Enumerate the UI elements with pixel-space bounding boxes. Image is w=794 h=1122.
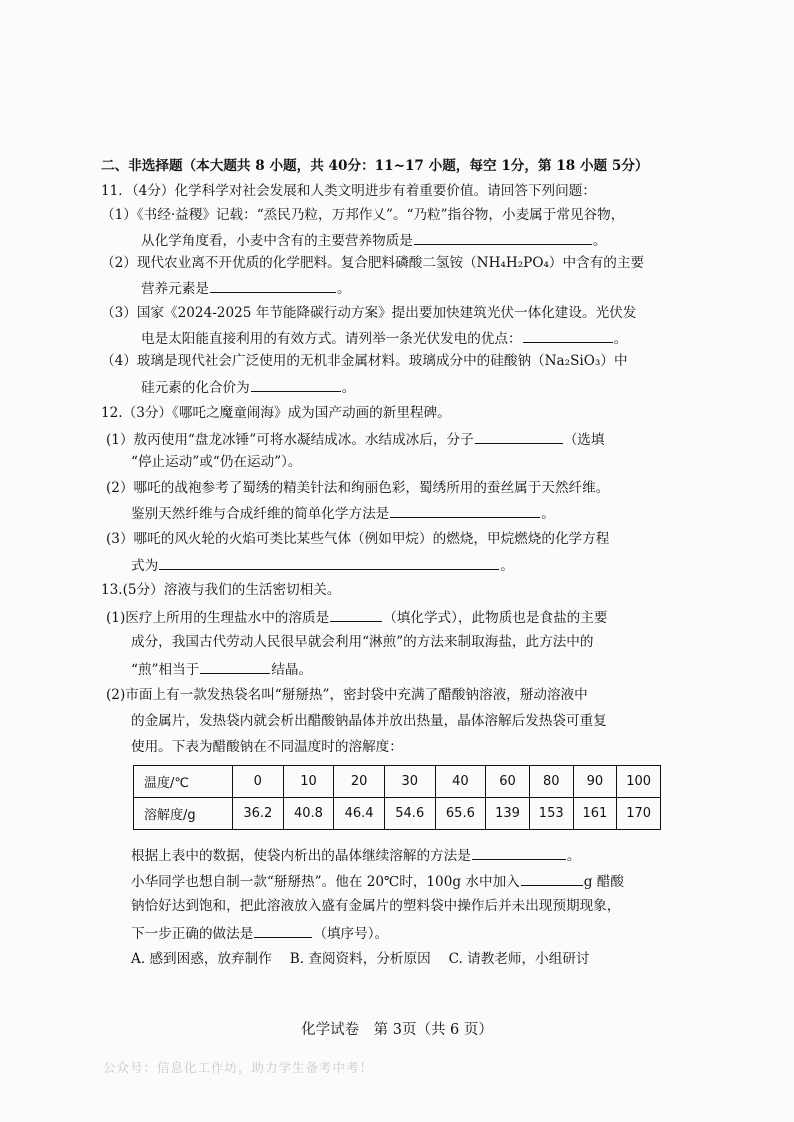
temp-cell: 30	[384, 766, 435, 798]
solubility-cell: 65.6	[435, 798, 486, 830]
answer-blank	[390, 503, 540, 518]
q13-part1-line3: “煎”相当于 结晶。	[131, 659, 312, 679]
q12-stem: 12.（3分）《哪吒之魔童闹海》成为国产动画的新里程碑。	[101, 405, 451, 421]
q13-after-line3: 钠恰好达到饱和，把此溶液放入盛有金属片的塑料袋中操作后并未出现预期现象，	[131, 898, 621, 914]
answer-blank	[210, 278, 336, 293]
temp-cell: 100	[617, 766, 661, 798]
solubility-cell: 161	[573, 798, 617, 830]
table-row	[134, 798, 661, 830]
q12-part1-line2: “停止运动”或“仍在运动”）。	[131, 454, 302, 470]
temp-cell: 10	[283, 766, 334, 798]
temp-cell: 80	[529, 766, 573, 798]
q13-part1-line2: 成分，我国古代劳动人民很早就会利用“淋煎”的方法来制取海盐，此方法中的	[131, 634, 594, 650]
solubility-cell: 40.8	[283, 798, 334, 830]
q12-part2-line2: 鉴别天然纤维与合成纤维的简单化学方法是 。	[131, 503, 555, 523]
q13-after-line2: 小华同学也想自制一款“掰掰热”。他在 20℃时，100g 水中加入 g 醋酸	[131, 871, 624, 891]
temp-cell: 40	[435, 766, 486, 798]
row-header-solubility: 溶解度/g	[134, 798, 233, 830]
temp-cell: 60	[486, 766, 530, 798]
solubility-table	[133, 765, 661, 830]
answer-blank	[159, 555, 499, 570]
section-title: 二、非选择题（本大题共 8 小题，共 40分：11~17 小题，每空 1分，第 18 小题 5分）	[101, 158, 649, 174]
solubility-cell: 54.6	[384, 798, 435, 830]
q11-part4-line2: 硅元素的化合价为 。	[141, 377, 355, 397]
solubility-cell: 153	[529, 798, 573, 830]
q11-part3-line1: （3）国家《2024-2025 年节能降碳行动方案》提出要加快建筑光伏一体化建设。光伏发	[101, 305, 637, 321]
answer-blank	[330, 607, 382, 622]
solubility-cell: 46.4	[334, 798, 385, 830]
answer-blank	[251, 377, 341, 392]
answer-blank	[254, 923, 312, 938]
answer-blank	[414, 230, 592, 245]
temp-cell: 90	[573, 766, 617, 798]
solubility-cell: 36.2	[233, 798, 284, 830]
q11-part3-line2: 电是太阳能直接利用的有效方式。请列举一条光伏发电的优点： 。	[141, 328, 627, 348]
q13-options: A. 感到困惑，放弃制作 B. 查阅资料，分析原因 C. 请教老师，小组研讨	[131, 951, 590, 967]
answer-blank	[521, 871, 583, 886]
temp-cell: 0	[233, 766, 284, 798]
q12-part3-line2: 式为 。	[131, 555, 514, 575]
page-footer: 化学试卷 第 3页（共 6 页）	[301, 1022, 493, 1038]
q12-part1-line1: (1）敖丙使用“盘龙冰锤”可将水凝结成冰。水结成冰后，分子 （选填	[106, 429, 604, 449]
q13-part2-line3: 使用。下表为醋酸钠在不同温度时的溶解度：	[131, 739, 403, 755]
table-row	[134, 766, 661, 798]
q13-part1-line1: (1)医疗上所用的生理盐水中的溶质是 （填化学式），此物质也是食盐的主要	[106, 607, 607, 627]
q11-part2-line1: （2）现代农业离不开优质的化学肥料。复合肥料磷酸二氢铵（NH₄H₂PO₄）中含有的主要	[101, 255, 645, 271]
watermark-text: 公众号：信息化工作坊，助力学生备考中考！	[103, 1060, 374, 1075]
solubility-cell: 170	[617, 798, 661, 830]
answer-blank	[472, 845, 566, 860]
answer-blank	[200, 659, 270, 674]
q13-part2-line1: (2)市面上有一款发热袋名叫“掰掰热”，密封袋中充满了醋酸钠溶液，掰动溶液中	[106, 687, 588, 703]
q12-part3-line1: (3）哪吒的风火轮的火焰可类比某些气体（例如甲烷）的燃烧，甲烷燃烧的化学方程	[106, 531, 610, 547]
q11-part4-line1: （4）玻璃是现代社会广泛使用的无机非金属材料。玻璃成分中的硅酸钠（Na₂SiO₃）中	[101, 353, 628, 369]
answer-blank	[475, 429, 563, 444]
q11-part1-line2: 从化学角度看，小麦中含有的主要营养物质是 。	[141, 230, 606, 250]
q13-stem: 13.(5分）溶液与我们的生活密切相关。	[101, 582, 341, 598]
q11-part2-line2: 营养元素是 。	[141, 278, 351, 298]
solubility-cell: 139	[486, 798, 530, 830]
temp-cell: 20	[334, 766, 385, 798]
answer-blank	[523, 328, 613, 343]
q12-part2-line1: (2）哪吒的战袍参考了蜀绣的精美针法和绚丽色彩，蜀绣所用的蚕丝属于天然纤维。	[106, 480, 610, 496]
q11-stem: 11．（4分）化学科学对社会发展和人类文明进步有着重要价值。请回答下列问题：	[101, 183, 596, 199]
q13-part2-line2: 的金属片，发热袋内就会析出醋酸钠晶体并放出热量，晶体溶解后发热袋可重复	[131, 713, 607, 729]
q11-part1-line1: （1）《书经·益稷》记载：“烝民乃粒，万邦作乂”。“乃粒”指谷物，小麦属于常见谷物，	[101, 207, 625, 223]
row-header-temperature: 温度/℃	[134, 766, 233, 798]
q13-after-line4: 下一步正确的做法是 （填序号）。	[131, 923, 388, 943]
q13-after-line1: 根据上表中的数据，使袋内析出的晶体继续溶解的方法是 。	[131, 845, 580, 865]
